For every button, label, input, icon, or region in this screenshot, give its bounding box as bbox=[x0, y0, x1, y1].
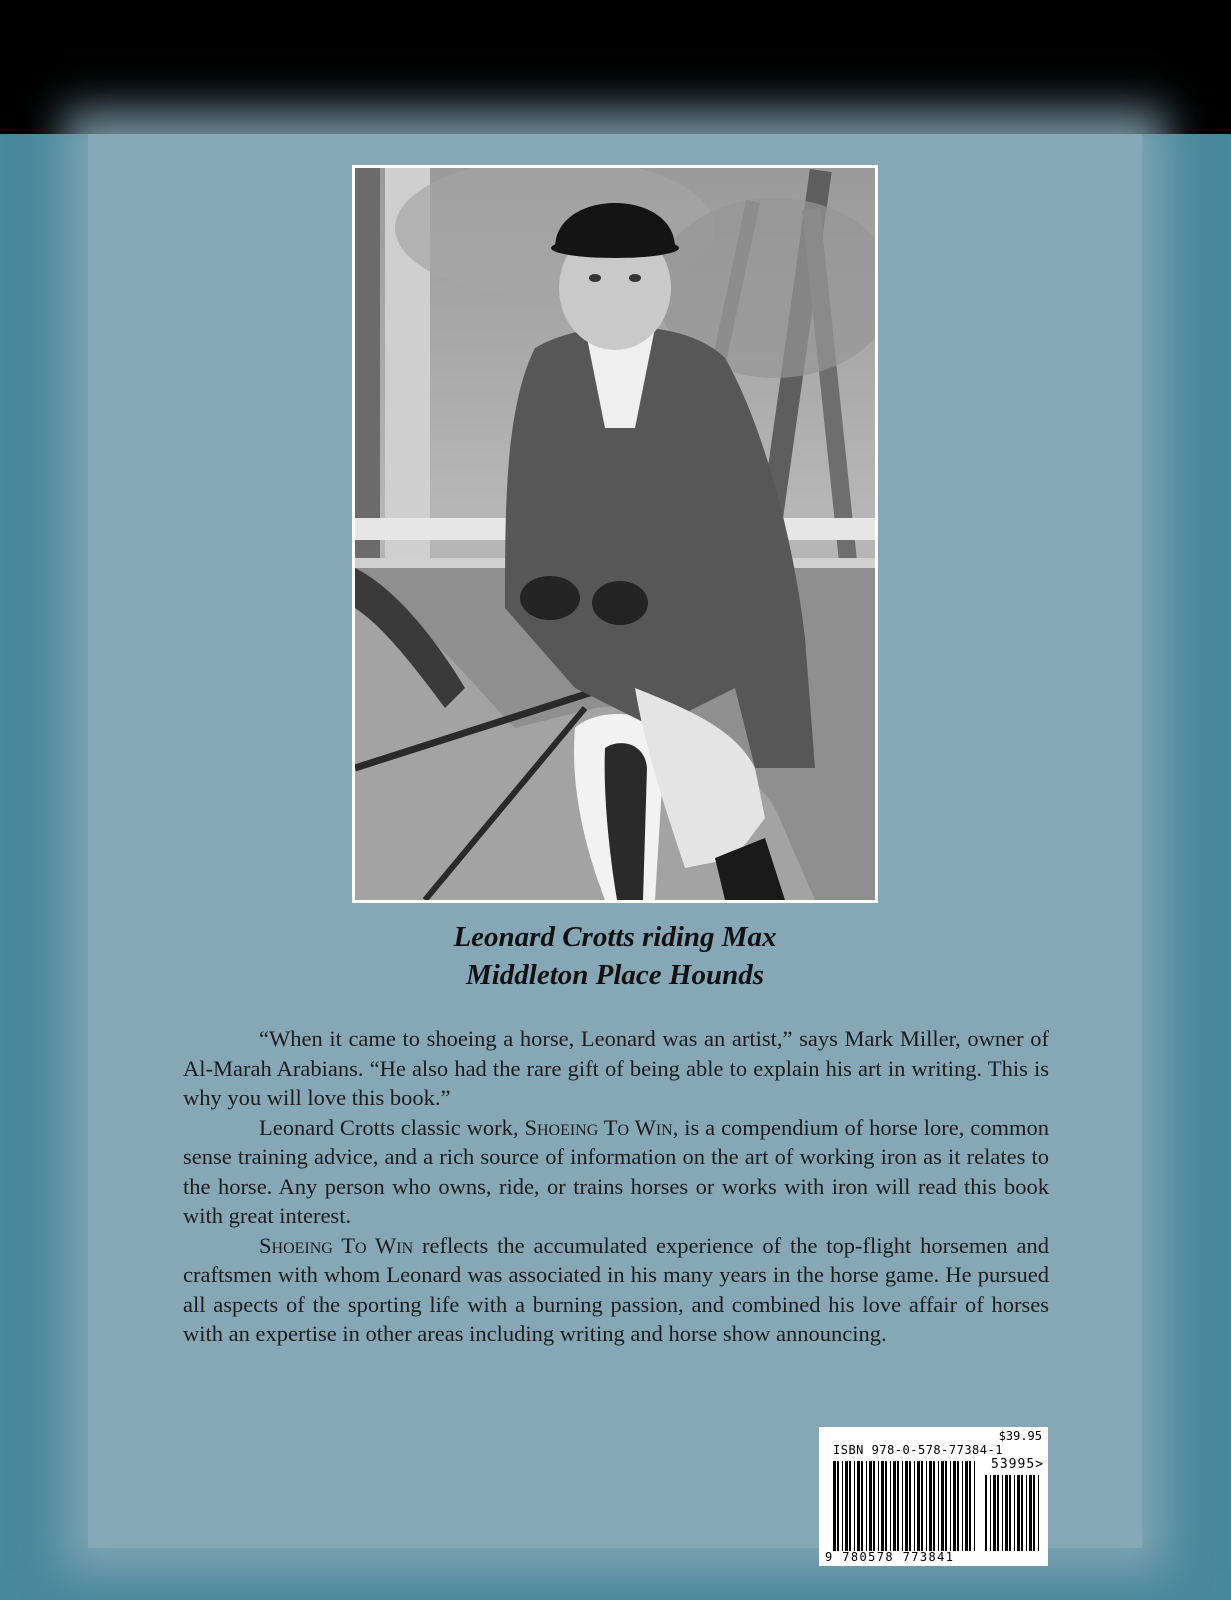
barcode-bar bbox=[1017, 1475, 1020, 1551]
blurb-paragraph-2 bbox=[183, 1113, 1049, 1231]
barcode-bar bbox=[1005, 1475, 1008, 1551]
barcode-bar bbox=[866, 1461, 867, 1551]
barcode-bar bbox=[885, 1461, 887, 1551]
barcode-bar bbox=[933, 1461, 935, 1551]
barcode-bar bbox=[950, 1461, 951, 1551]
barcode-bar bbox=[909, 1461, 911, 1551]
barcode-bar bbox=[962, 1461, 963, 1551]
barcode-bar bbox=[953, 1461, 956, 1551]
barcode-bar bbox=[1038, 1475, 1039, 1551]
barcode-isbn: ISBN 978-0-578-77384-1 bbox=[833, 1443, 1003, 1457]
barcode-bar bbox=[845, 1461, 848, 1551]
caption-line-1: Leonard Crotts riding Max bbox=[453, 921, 777, 953]
blurb-paragraph-1: “When it came to shoeing a horse, Leonard was an artist,” says Mark Miller, owner of Al-Marah Arabians. “He also had the rare gift of being able to explain his art in writing. This is why you will love this book.” bbox=[183, 1026, 1049, 1110]
barcode-bar bbox=[929, 1461, 932, 1551]
barcode-digits: 9 780578 773841 bbox=[825, 1550, 955, 1564]
barcode-bar bbox=[893, 1461, 896, 1551]
barcode-bar bbox=[1026, 1475, 1027, 1551]
blurb-p2-text-before: Leonard Crotts classic work, bbox=[259, 1114, 525, 1140]
barcode-bar bbox=[869, 1461, 872, 1551]
barcode-price: $39.95 bbox=[998, 1429, 1042, 1443]
barcode-bar bbox=[938, 1461, 939, 1551]
barcode-bar bbox=[990, 1475, 991, 1551]
barcode-bar bbox=[914, 1461, 915, 1551]
blurb-p3-text-after: reflects the accumulated experience of the top-flight horsemen and craftsmen with whom Leonard was associated in his many years in the horse game. He pursued all aspects of the sporting life with a burning passion, and combined his love affair of horses with an expertise in other areas including writing and horse show announcing. bbox=[183, 1232, 1049, 1346]
barcode-bar bbox=[878, 1461, 879, 1551]
barcode-bar bbox=[873, 1461, 875, 1551]
barcode-bar bbox=[926, 1461, 927, 1551]
barcode-bar bbox=[1002, 1475, 1003, 1551]
barcode-bar bbox=[849, 1461, 851, 1551]
barcode-bar bbox=[965, 1461, 968, 1551]
barcode-bar bbox=[945, 1461, 947, 1551]
blurb-p2-text-after: , is a compendium of horse lore, common sense training advice, and a rich source of information on the art of working iron as it relates to the horse. Any person who owns, ride, or trains horses or works with iron will read this book with great interest. bbox=[183, 1114, 1049, 1228]
barcode-bar bbox=[974, 1461, 975, 1551]
book-title-small-caps: Shoeing To Win bbox=[524, 1114, 673, 1140]
barcode-bar bbox=[917, 1461, 920, 1551]
barcode-main-bars bbox=[833, 1461, 978, 1551]
barcode-bar bbox=[985, 1475, 987, 1551]
barcode-bar bbox=[857, 1461, 860, 1551]
barcode-bar bbox=[881, 1461, 884, 1551]
barcode-bar bbox=[1014, 1475, 1015, 1551]
barcode-bar bbox=[1033, 1475, 1035, 1551]
rider-photo bbox=[352, 165, 878, 903]
barcode-bar bbox=[833, 1461, 836, 1551]
barcode-bar bbox=[1021, 1475, 1023, 1551]
barcode-bar bbox=[993, 1475, 996, 1551]
barcode-bar bbox=[1009, 1475, 1011, 1551]
barcode-bar bbox=[842, 1461, 843, 1551]
barcode-bar bbox=[837, 1461, 839, 1551]
book-title-small-caps-2: Shoeing To Win bbox=[259, 1232, 414, 1258]
barcode-bar bbox=[861, 1461, 863, 1551]
barcode-bar bbox=[969, 1461, 971, 1551]
top-black-band bbox=[0, 0, 1231, 134]
barcode-addon-bars bbox=[985, 1475, 1043, 1551]
barcode-bar bbox=[890, 1461, 891, 1551]
barcode-addon-digits: 53995> bbox=[991, 1457, 1044, 1472]
barcode-bar bbox=[957, 1461, 959, 1551]
barcode-bar bbox=[941, 1461, 944, 1551]
rider-photo-illustration bbox=[355, 168, 875, 900]
barcode-bar bbox=[905, 1461, 908, 1551]
barcode-bar bbox=[921, 1461, 923, 1551]
barcode-bar bbox=[897, 1461, 899, 1551]
barcode-bar bbox=[902, 1461, 903, 1551]
blurb-paragraph-3 bbox=[183, 1231, 1049, 1349]
caption-line-2: Middleton Place Hounds bbox=[465, 959, 765, 991]
isbn-barcode-box bbox=[819, 1427, 1048, 1566]
barcode-bar bbox=[997, 1475, 999, 1551]
barcode-bar bbox=[854, 1461, 855, 1551]
back-cover-blurb bbox=[183, 1024, 1049, 1349]
barcode-bar bbox=[1029, 1475, 1032, 1551]
